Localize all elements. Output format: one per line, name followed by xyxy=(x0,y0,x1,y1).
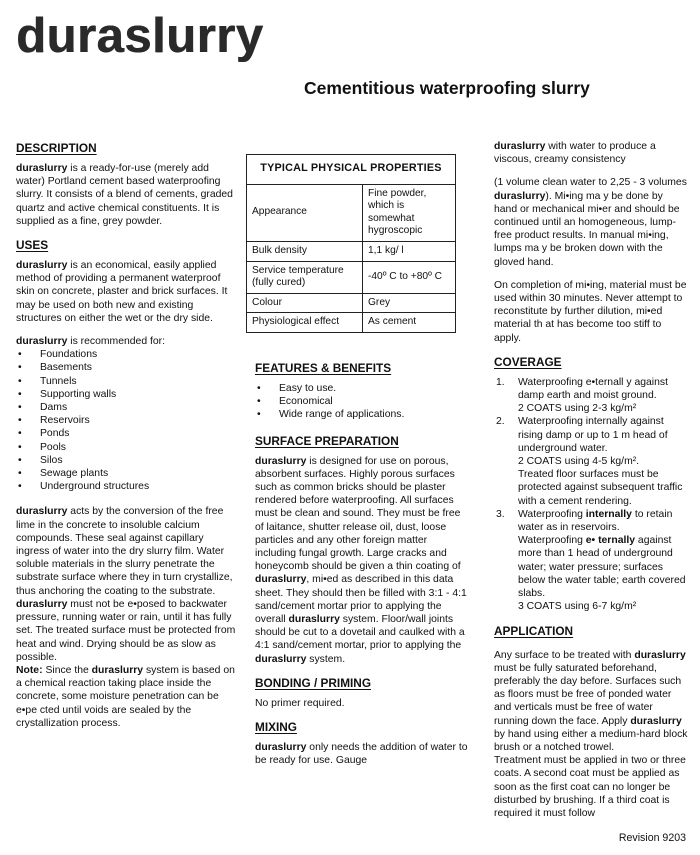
property-name: Bulk density xyxy=(247,241,363,261)
coverage-list xyxy=(494,376,688,614)
brand-title: duraslurry xyxy=(16,9,264,63)
mixing-text: duraslurry only needs the addition of water to be ready for use. Gauge xyxy=(255,742,468,767)
column-middle xyxy=(246,154,468,777)
list-item: • Tunnels xyxy=(16,375,236,388)
property-value: Fine powder, which is somewhat hygroscopic xyxy=(363,184,456,241)
coverage-heading: COVERAGE xyxy=(494,354,562,369)
column-left xyxy=(16,141,236,730)
bonding-heading: BONDING / PRIMING xyxy=(255,675,372,690)
surface-preparation-text: duraslurry is designed for use on porous, absorbent surfaces. Highly porous surfaces such as common bricks should be plaster rendered before waterproofing. All surfaces must be clean and sound. They must be free of laitance, shutter release oil, dust, loose particles and any other foreign matter including fungal growth. Large cracks and honeycomb should be given a thin coating of duraslurry, mi•ed as described in this data sheet. They should then be filled with 3:1 - 4:1 sand/cement mortar prior to applying the overall duraslurry system. Floor/wall joints should be cut to a dovetail and caulked with a 4:1 sand/cement mortar, prior to applying the duraslurry system. xyxy=(255,455,467,665)
uses-paragraph-3: duraslurry acts by the conversion of the free lime in the concrete to insoluble calcium compounds. These seal against capillary ingress of water into the dry slurry film. Water soluble materials in the slurry penetrate the substrate surface where they in turn crystallize, thus anchoring the coating to the substrate. duraslurry must not be e•posed to backwater pressure, running water or rain, until it has fully set. The treated surface must be protected from heat and wind. Drying should be as slow as possible. Note: Since the duraslurry system is based on a chemical reaction taking place inside the concrete, some moisture penetration can be e•pe cted until voids are sealed by the crystallization process. xyxy=(16,506,236,729)
list-item: • Reservoirs xyxy=(16,414,236,427)
table-row xyxy=(247,184,456,241)
mixing-ratio: (1 volume clean water to 2,25 - 3 volumes duraslurry). Mi•ing ma y be done by hand or mechanical mi•er and should be continued until an homogeneous, lump-free product results. In manual mi•ing, lumps ma y be broken down with the gloved hand. xyxy=(494,177,687,268)
application-text: Any surface to be treated with duraslurry must be fully saturated beforehand, preferably the day before. Surfaces such as floors must be free of ponded water and verticals must be free of water running down the face. Apply duraslurry by hand using either a medium-hard block brush or a notched trowel. Treatment must be applied in two or three coats. A second coat must be applied as soon as the first coat can no longer be disturbed by brushing. If a third coat is required it must follow xyxy=(494,649,688,819)
description-text: duraslurry is a ready-for-use (merely add water) Portland cement based waterproofing slurry. It consists of a blend of cements, graded quartz and active chemical constituents. It is supplied as a fine, grey powder. xyxy=(16,163,233,227)
list-item: • Wide range of applications. xyxy=(255,408,468,421)
mixing-heading: MIXING xyxy=(255,720,297,734)
list-item: • Ponds xyxy=(16,427,236,440)
properties-table xyxy=(246,154,456,333)
property-value: As cement xyxy=(363,313,456,333)
surface-preparation-heading: SURFACE PREPARATION xyxy=(255,433,399,448)
list-item: • Underground structures xyxy=(16,480,236,493)
revision-label: Revision 9203 xyxy=(618,832,686,844)
list-item: • Basements xyxy=(16,361,236,374)
table-row xyxy=(247,241,456,261)
document-subtitle: Cementitious waterproofing slurry xyxy=(304,78,590,98)
application-heading: APPLICATION xyxy=(494,623,574,638)
property-name: Physiological effect xyxy=(247,313,363,333)
table-row xyxy=(247,313,456,333)
properties-table-heading: TYPICAL PHYSICAL PROPERTIES xyxy=(247,155,456,185)
table-row xyxy=(247,293,456,313)
property-name: Appearance xyxy=(247,184,363,241)
property-name: Colour xyxy=(247,293,363,313)
middle-column-body xyxy=(246,361,468,767)
property-value: 1,1 kg/ l xyxy=(363,241,456,261)
features-list xyxy=(255,382,468,422)
uses-paragraph-1: duraslurry is an economical, easily applied method of providing a permanent waterproof skin on concrete, plaster and brick surfaces. It may be used on both new and existing structures on either the wet or the dry side. xyxy=(16,260,228,324)
list-item: 1. Waterproofing e•ternall y against damp earth and moist ground. 2 COATS using 2-3 kg/m² xyxy=(496,376,668,415)
uses-heading: USES xyxy=(16,238,49,253)
description-heading: DESCRIPTION xyxy=(16,141,97,155)
list-item: • Silos xyxy=(16,454,236,467)
list-item: • Economical xyxy=(255,395,468,408)
list-item: • Foundations xyxy=(16,348,236,361)
bonding-text: No primer required. xyxy=(255,697,345,709)
list-item: • Dams xyxy=(16,401,236,414)
list-item: • Supporting walls xyxy=(16,388,236,401)
mixing-completion: On completion of mi•ing, material must be used within 30 minutes. Never attempt to reconstitute by further dilution, mi•ed material th at has become too stiff to apply. xyxy=(494,279,687,344)
column-right xyxy=(494,140,688,820)
list-item: 3. Waterproofing internally to retain water as in reservoirs. Waterproofing e• ternally against more than 1 head of underground water; water pressure; surfaces below the water table; earth covered slabs. 3 COATS using 6-7 kg/m² xyxy=(496,508,686,613)
table-row xyxy=(247,261,456,293)
features-heading: FEATURES & BENEFITS xyxy=(255,360,392,375)
property-value: Grey xyxy=(363,293,456,313)
list-item: • Pools xyxy=(16,441,236,454)
property-name: Service temperature (fully cured) xyxy=(247,261,363,293)
uses-list xyxy=(16,348,236,493)
list-item: 2. Waterproofing internally against rising damp or up to 1 m head of underground water. 2 COATS using 4-5 kg/m². Treated floor surfaces must be protected against subsequent traffic with a cement rendering. xyxy=(496,416,683,507)
mixing-continued: duraslurry with water to produce a viscous, creamy consistency xyxy=(494,141,656,166)
property-value: -40º C to +80º C xyxy=(363,261,456,293)
uses-paragraph-2: duraslurry is recommended for: xyxy=(16,336,166,348)
list-item: • Easy to use. xyxy=(255,382,468,395)
list-item: • Sewage plants xyxy=(16,467,236,480)
